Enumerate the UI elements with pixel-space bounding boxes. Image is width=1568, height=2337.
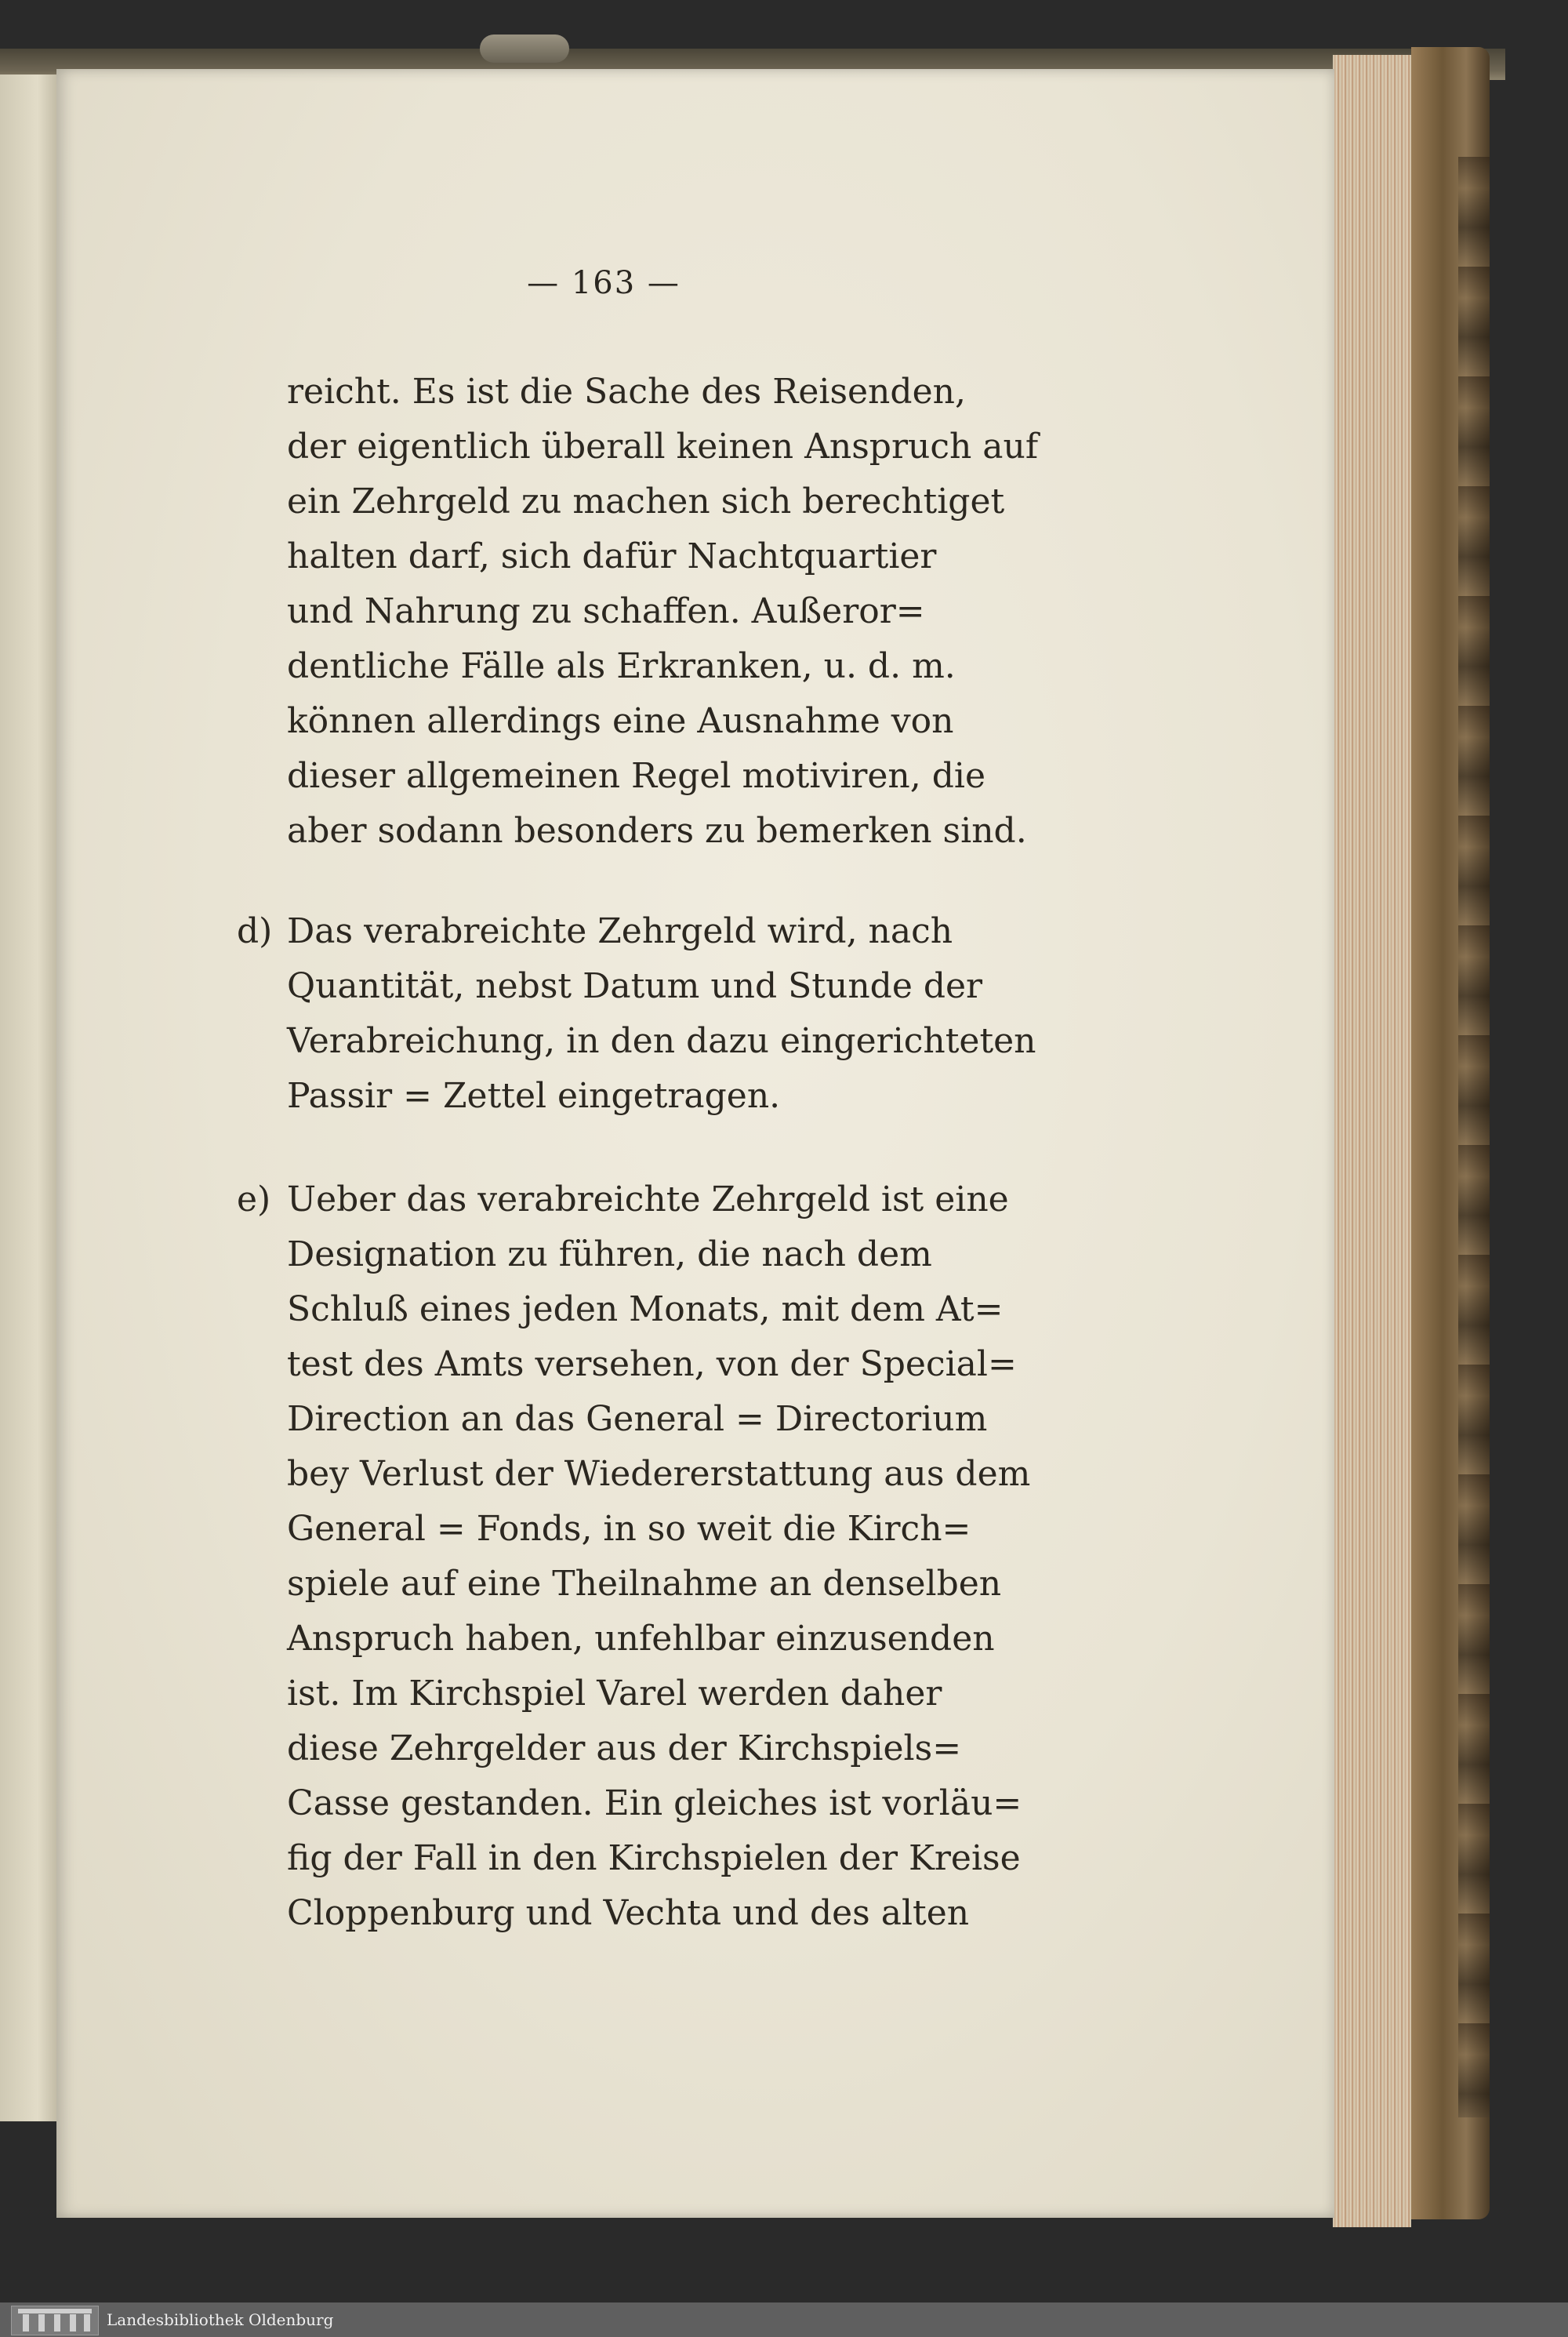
text-line: halten darf, sich dafür Nachtquartier bbox=[287, 536, 937, 576]
spine-texture bbox=[1458, 157, 1490, 2117]
text-line: der eigentlich überall keinen Anspruch auf bbox=[287, 427, 1039, 467]
library-logo-icon bbox=[11, 2306, 99, 2335]
text-line: dieser allgemeinen Regel motiviren, die bbox=[287, 756, 986, 796]
text-line: Designation zu führen, die nach dem bbox=[287, 1234, 932, 1274]
book-clasp bbox=[480, 35, 569, 63]
text-line: Anspruch haben, unfehlbar einzusenden bbox=[287, 1619, 995, 1659]
text-line: bey Verlust der Wiedererstattung aus dem bbox=[287, 1454, 1031, 1494]
page-fore-edge bbox=[1333, 55, 1411, 2227]
item-marker-e: e) bbox=[237, 1179, 271, 1219]
item-marker-d: d) bbox=[237, 911, 273, 951]
text-line: dentliche Fälle als Erkranken, u. d. m. bbox=[287, 646, 956, 686]
text-line: aber sodann besonders zu bemerken sind. bbox=[287, 811, 1027, 851]
text-line: Cloppenburg und Vechta und des alten bbox=[287, 1893, 970, 1933]
page-number: — 163 — bbox=[527, 265, 681, 301]
text-line: Verabreichung, in den dazu eingerichteten bbox=[287, 1021, 1036, 1061]
text-line: spiele auf eine Theilnahme an denselben bbox=[287, 1564, 1002, 1604]
text-line: Direction an das General = Directorium bbox=[287, 1399, 988, 1439]
text-line: Passir = Zettel eingetragen. bbox=[287, 1076, 781, 1116]
text-line: und Nahrung zu schaffen. Außeror= bbox=[287, 591, 925, 631]
library-name: Landesbibliothek Oldenburg bbox=[107, 2310, 334, 2329]
text-line: Quantität, nebst Datum und Stunde der bbox=[287, 966, 983, 1006]
text-line: reicht. Es ist die Sache des Reisenden, bbox=[287, 372, 966, 412]
text-line: Ueber das verabreichte Zehrgeld ist eine bbox=[287, 1179, 1009, 1219]
text-line: können allerdings eine Ausnahme von bbox=[287, 701, 954, 741]
text-line: Schluß eines jeden Monats, mit dem At= bbox=[287, 1289, 1004, 1329]
text-line: test des Amts versehen, von der Special= bbox=[287, 1344, 1017, 1384]
text-line: General = Fonds, in so weit die Kirch= bbox=[287, 1509, 971, 1549]
text-line: ist. Im Kirchspiel Varel werden daher bbox=[287, 1674, 942, 1714]
text-line: diese Zehrgelder aus der Kirchspiels= bbox=[287, 1728, 962, 1768]
text-line: fig der Fall in den Kirchspielen der Kreise bbox=[287, 1838, 1021, 1878]
text-line: ein Zehrgeld zu machen sich berechtiget bbox=[287, 482, 1005, 522]
text-line: Casse gestanden. Ein gleiches ist vorläu= bbox=[287, 1783, 1022, 1823]
text-line: Das verabreichte Zehrgeld wird, nach bbox=[287, 911, 953, 951]
left-page-edge bbox=[0, 75, 64, 2121]
